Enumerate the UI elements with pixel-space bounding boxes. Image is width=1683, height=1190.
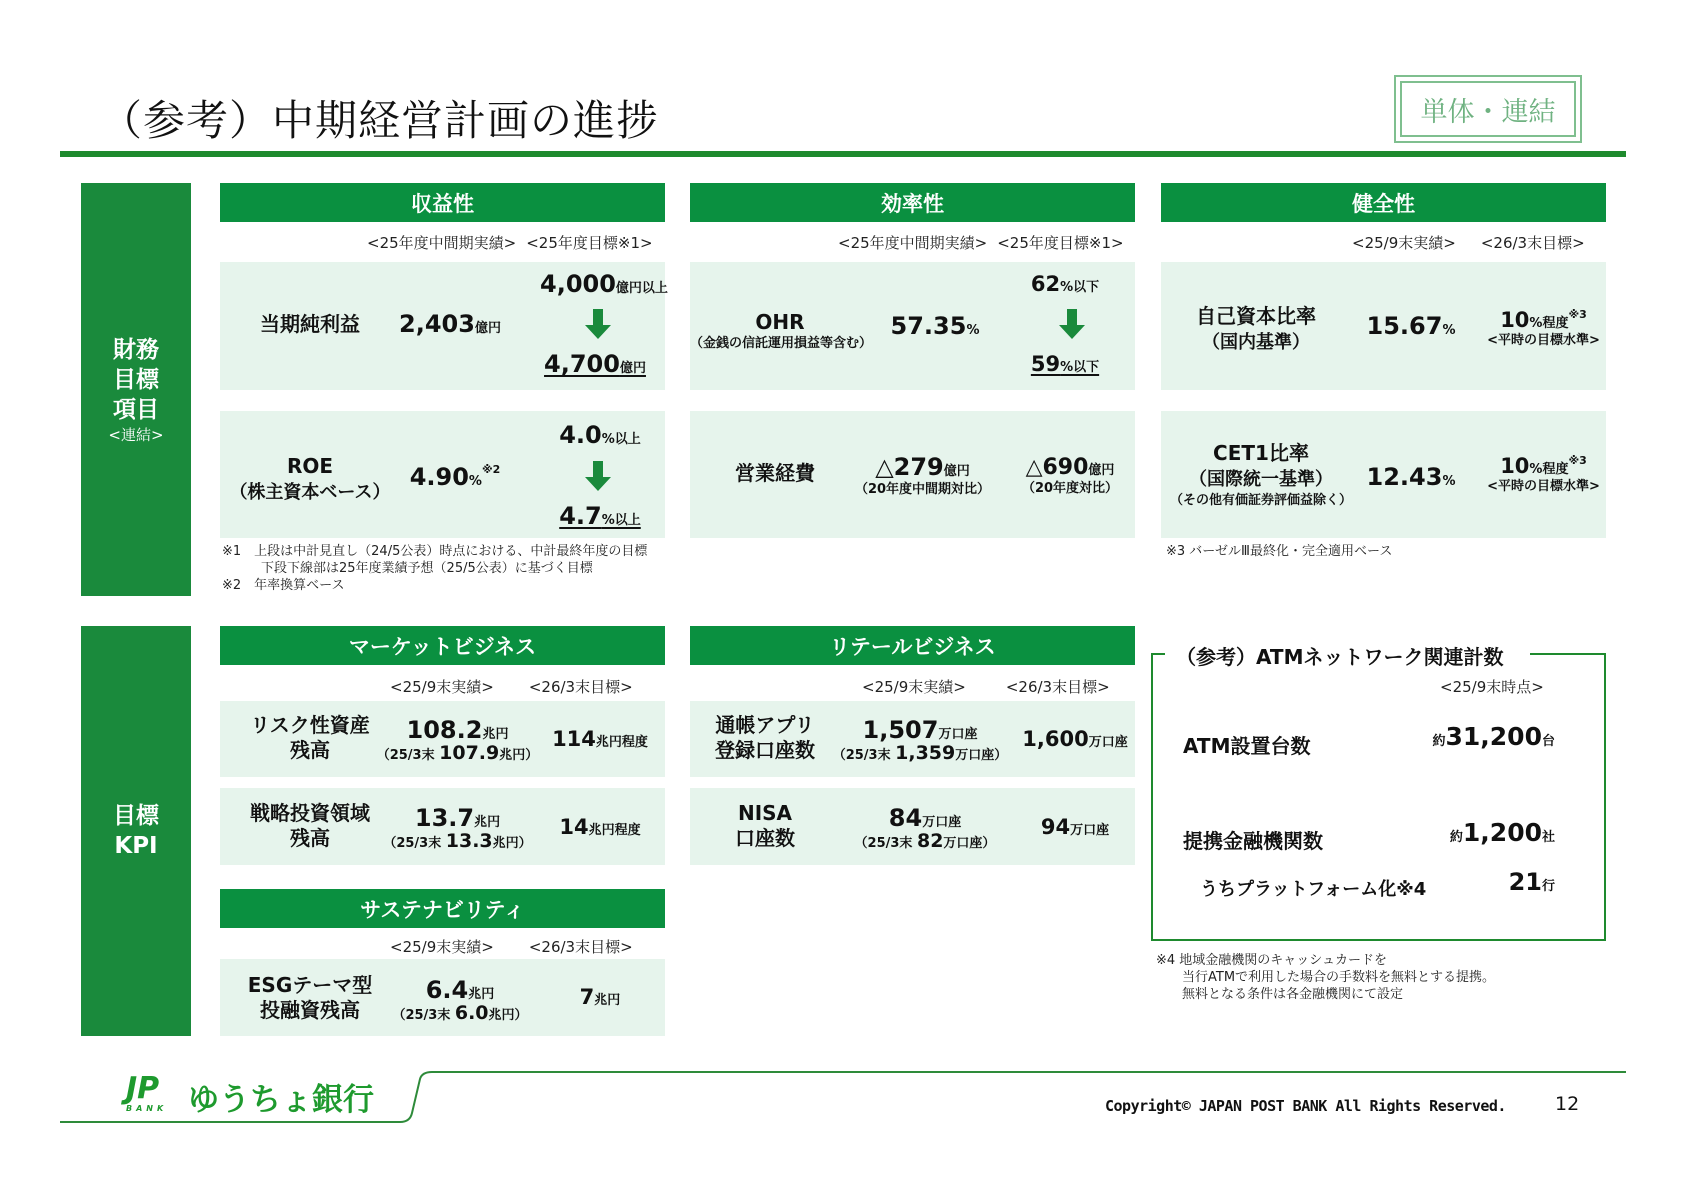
column-headers [367, 232, 653, 253]
atm-title: （参考）ATMネットワーク関連計数 [1172, 641, 1507, 670]
metric-label: 当期純利益 [260, 312, 360, 336]
target-value: 1,600万口座 [1022, 727, 1128, 751]
down-arrow-icon [585, 309, 611, 339]
section-header-soundness: 健全性 [1161, 183, 1606, 222]
col-actual: <25/9末実績> [862, 678, 966, 696]
footnote: ※1 上段は中計見直し（24/5公表）時点における、中計最終年度の目標 [222, 544, 648, 559]
card-cet1 [1161, 411, 1606, 538]
col-actual: <25/9末実績> [390, 938, 494, 956]
sidebar-line: 項目 [113, 396, 159, 423]
footnotes-profitability [222, 543, 647, 594]
column-headers [390, 936, 633, 957]
footnote: ※2 年率換算ベース [222, 578, 345, 593]
card-roe [220, 411, 665, 538]
atm-col-header: <25/9末時点> [1440, 678, 1544, 696]
atm-row-value: 約31,200台 [1432, 722, 1555, 751]
logo-sub: BANK [126, 1104, 168, 1113]
target-value: 14兆円程度 [559, 815, 641, 839]
column-headers [1352, 232, 1585, 253]
title-rule [60, 151, 1626, 157]
col-target: <26/3末目標> [1005, 678, 1110, 696]
sidebar-kpi [81, 626, 191, 1036]
column-headers [838, 232, 1124, 253]
col-actual: <25/9末実績> [390, 678, 494, 696]
col-actual: <25/9末実績> [1352, 234, 1456, 252]
section-header-retail: リテールビジネス [690, 626, 1135, 665]
actual-value: 2,403億円 [399, 310, 501, 338]
atm-row-label: 提携金融機関数 [1183, 829, 1323, 853]
sidebar-line: 目標 [113, 803, 159, 829]
target-value: 94万口座 [1040, 815, 1110, 839]
logo-text: ゆうちょ銀行 [188, 1082, 374, 1118]
metric-label: CET1比率 （国際統一基準） （その他有価証券評価益除く） [1169, 441, 1352, 508]
page-number: 12 [1555, 1093, 1580, 1115]
actual-value: 15.67% [1366, 312, 1456, 340]
target-value: △690億円 （20年度対比） [1021, 455, 1119, 496]
col-actual: <25年度中間期実績> [838, 234, 988, 252]
sidebar-line: KPI [114, 833, 158, 859]
metric-label: 営業経費 [735, 461, 815, 485]
card-net-income [220, 262, 668, 390]
card-esg [220, 959, 665, 1036]
footnote: 無料となる条件は各金融機関にて設定 [1156, 987, 1404, 1002]
atm-row-value: 約1,200社 [1449, 818, 1555, 847]
target-old: 4.0%以上 [559, 421, 641, 449]
footnote-soundness: ※3 バーゼルⅢ最終化・完全適用ベース [1166, 544, 1393, 559]
sidebar-line: 目標 [113, 366, 159, 393]
column-headers [862, 676, 1110, 697]
actual-value: 57.35% [890, 312, 980, 340]
metric-label: 戦略投資領域 残高 [250, 801, 370, 850]
section-header-sustainability: サステナビリティ [220, 889, 665, 928]
card-app-accounts [690, 701, 1135, 777]
section-header-profitability: 収益性 [220, 183, 665, 222]
card-capital-ratio [1161, 262, 1606, 390]
col-target: <26/3末目標> [1480, 234, 1585, 252]
actual-value: 6.4兆円 （25/3末 6.0兆円） [392, 976, 528, 1024]
atm-box-border [1530, 653, 1606, 655]
jp-bank-logo [126, 1071, 176, 1114]
target-new: 4,700億円 [544, 350, 646, 378]
down-arrow-icon [1059, 309, 1085, 339]
target-value: 10%程度$^{※3}$ <平時の目標水準> [1487, 308, 1600, 348]
scope-badge [1394, 75, 1582, 143]
actual-value: △279億円 （20年度中間期対比） [854, 453, 991, 497]
footnote: 下段下線部は25年度業績予想（25/5公表）に基づく目標 [222, 561, 593, 576]
card-strategic-investments [220, 788, 665, 865]
footnote: ※4 地域金融機関のキャッシュカードを [1156, 953, 1388, 968]
sidebar-financial-targets [81, 183, 191, 596]
atm-row-label: ATM設置台数 [1183, 734, 1311, 758]
footnotes-atm [1156, 952, 1495, 1003]
col-target: <26/3末目標> [528, 678, 633, 696]
copyright: Copyright© JAPAN POST BANK All Rights Reserved. [1105, 1097, 1506, 1115]
target-new: 59%以下 [1030, 352, 1100, 376]
metric-label: OHR （金銭の信託運用損益等含む） [690, 310, 873, 351]
actual-value: 108.2兆円 （25/3末 107.9兆円） [376, 716, 539, 764]
card-ohr [690, 262, 1135, 390]
atm-row-value: 21行 [1508, 868, 1555, 896]
actual-value: 84万口座 （25/3末 82万口座） [854, 804, 996, 852]
metric-label: ROE （株主資本ベース） [229, 454, 391, 503]
scope-badge-label: 単体・連結 [1400, 81, 1576, 137]
target-value: 114兆円程度 [552, 727, 648, 751]
down-arrow-icon [585, 461, 611, 491]
card-opex [690, 411, 1135, 538]
logo-mark: JP [126, 1071, 160, 1106]
target-value: 7兆円 [579, 985, 621, 1009]
card-risk-assets [220, 701, 665, 777]
col-target: <25年度目標※1> [997, 234, 1124, 252]
target-old: 62%以下 [1030, 272, 1100, 296]
target-new: 4.7%以上 [559, 502, 641, 530]
col-actual: <25年度中間期実績> [367, 234, 517, 252]
metric-label: 自己資本比率 （国内基準） [1196, 304, 1316, 353]
target-old: 4,000億円以上 [540, 270, 668, 298]
section-header-efficiency: 効率性 [690, 183, 1135, 222]
col-target: <26/3末目標> [528, 938, 633, 956]
metric-label: リスク性資産 残高 [250, 713, 370, 762]
footnote: 当行ATMで利用した場合の手数料を無料とする提携。 [1156, 970, 1496, 985]
col-target: <25年度目標※1> [526, 234, 653, 252]
sidebar-sub: <連結> [108, 425, 164, 444]
section-header-market: マーケットビジネス [220, 626, 665, 665]
atm-row-label: うちプラットフォーム化※4 [1200, 879, 1427, 900]
metric-label: ESGテーマ型 投融資残高 [247, 973, 373, 1022]
metric-label: 通帳アプリ 登録口座数 [715, 713, 815, 762]
column-headers [390, 676, 633, 697]
actual-value: 1,507万口座 （25/3末 1,359万口座） [832, 716, 1008, 764]
page-title: （参考）中期経営計画の進捗 [100, 96, 660, 145]
card-nisa [690, 788, 1135, 865]
metric-label: NISA 口座数 [735, 801, 795, 850]
target-value: 10%程度$^{※3}$ <平時の目標水準> [1487, 454, 1600, 494]
atm-box-border [1151, 653, 1165, 655]
actual-value: 13.7兆円 （25/3末 13.3兆円） [383, 804, 532, 852]
sidebar-line: 財務 [113, 336, 159, 363]
actual-value: 4.90%$^{※2}$ [409, 463, 501, 491]
actual-value: 12.43% [1366, 463, 1456, 491]
